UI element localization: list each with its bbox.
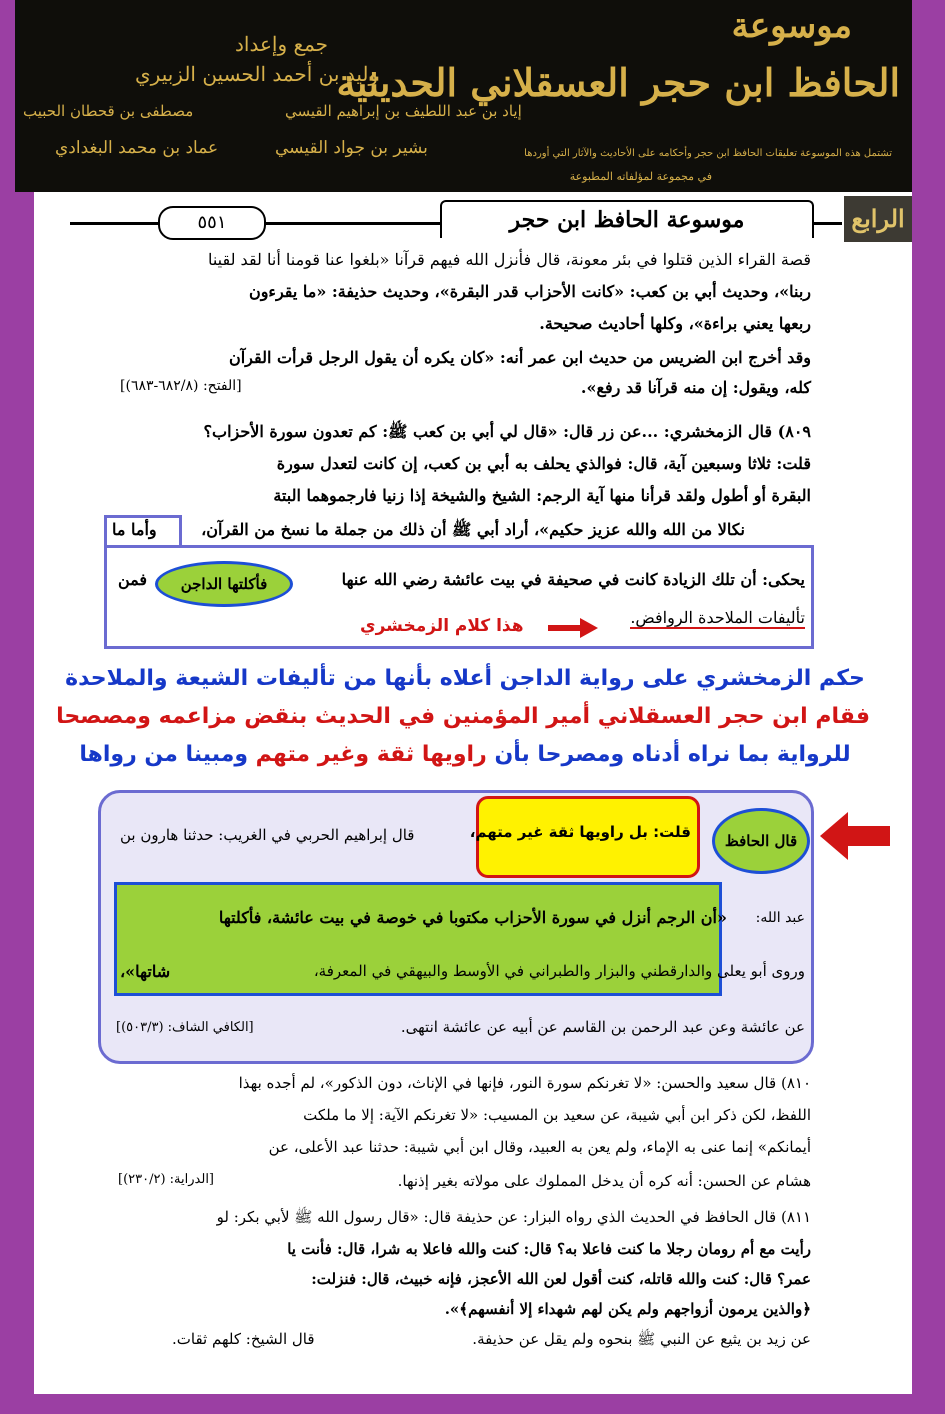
para809-line6: تأليفات الملاحدة الروافض. xyxy=(630,608,805,627)
para810-reference: [الدراية: (٢٣٠/٢)] xyxy=(118,1172,214,1187)
para1-line5: كله، ويقول: إن منه قرآنا قد رفع». xyxy=(580,378,811,397)
para809-line4: نكالا من الله والله عزيز حكيم»، أراد أبي ﷺ أن ذلك من جملة ما نسخ من القرآن، xyxy=(201,520,745,539)
para811-line4: ﴿والذين يرمون أزواجهم ولم يكن لهم شهداء إلا أنفسهم﴾». xyxy=(444,1300,811,1318)
para809-line4b: وأما ما xyxy=(112,520,157,539)
para809-line2: قلت: ثلاثا وسبعين آية، قال: فوالذي يحلف به أبي بن كعب، إن كانت لتعدل سورة xyxy=(276,454,811,473)
para809-line3: البقرة أو أطول ولقد قرأنا منها آية الرجم: الشيخ والشيخة إذا زنيا فارجموهما البتة xyxy=(273,486,811,505)
banner-author-2: إياد بن عبد اللطيف بن إبراهيم القيسي xyxy=(285,102,522,120)
hafiz-label-bubble: قال الحافظ xyxy=(712,808,810,874)
commentary-line2: فقام ابن حجر العسقلاني أمير المؤمنين في الحديث بنقض مزاعمه ومصصحا xyxy=(56,704,870,729)
note-arrow-icon xyxy=(548,618,598,638)
hafiz-quote: قلت: بل راويها ثقة غير متهم، xyxy=(469,823,691,841)
banner-title-1: موسوعة xyxy=(731,6,852,46)
book-banner xyxy=(15,0,912,192)
banner-author-3: مصطفى بن قحطان الحبيب xyxy=(23,102,194,120)
para809-line5c: فمن xyxy=(118,570,148,589)
para811-line1: ٨١١) قال الحافظ في الحديث الذي رواه البزار: عن حذيفة قال: «قال رسول الله ﷺ لأبي بكر: لو xyxy=(216,1208,811,1226)
para810-line1: ٨١٠) قال سعيد والحسن: «لا تغرنكم سورة النور، فإنها في الإناث، دون الذكور»، لم أجده بهذا xyxy=(238,1074,811,1092)
dajin-bubble: فأكلتها الداجن xyxy=(155,561,293,607)
commentary-line3 xyxy=(60,742,870,767)
banner-compiled-by: جمع وإعداد xyxy=(235,32,329,56)
para809-line5a: يحكى: أن تلك الزيادة كانت في صحيفة في بيت عائشة رضي الله عنها xyxy=(341,570,805,589)
para810-line4: هشام عن الحسن: أنه كره أن يدخل المملوك على مولاته بغير إذنها. xyxy=(397,1172,811,1190)
hafiz-arrow-icon xyxy=(820,812,890,860)
hafiz-line1: قال إبراهيم الحربي في الغريب: حدثنا هارون بن xyxy=(120,826,415,844)
volume-tab: الرابع xyxy=(844,196,912,242)
para1-line2: ربنا»، وحديث أبي بن كعب: «كانت الأحزاب قدر البقرة»، وحديث حذيفة: «ما يقرءون xyxy=(248,282,811,301)
hafiz-line2a: عبد الله: xyxy=(755,910,805,926)
banner-author-4: عماد بن محمد البغدادي xyxy=(55,138,219,158)
para810-line2: اللفظ، لكن ذكر ابن أبي شيبة، عن سعيد بن المسيب: «لا تغرنكم الآية: إلا ما ملكت xyxy=(303,1106,811,1124)
hafiz-line4: عن عائشة وعن عبد الرحمن بن القاسم عن أبيه عن عائشة انتهى. xyxy=(400,1018,805,1036)
commentary-line3a: للرواية بما نراه أدناه ومصرحا بأن xyxy=(494,742,851,767)
hafiz-line3b: وروى أبو يعلى والدارقطني والبزار والطبراني في الأوسط والبيهقي في المعرفة، xyxy=(313,962,805,980)
page-number: ٥٥١ xyxy=(158,206,266,240)
commentary-line3b: راويها ثقة وغير متهم xyxy=(255,742,487,767)
zamakhshari-note: هذا كلام الزمخشري xyxy=(360,616,524,636)
para810-line3: أيمانكم» إنما عنى به الإماء، ولم يعن به العبيد، وقال ابن أبي شيبة: حدثنا عبد الأعلى، عن xyxy=(268,1138,811,1156)
page-title: موسوعة الحافظ ابن حجر xyxy=(440,200,814,238)
para811-line2: رأيت مع أم رومان رجلا ما كنت فاعلا به؟ قال: كنت والله فاعلا به شرا، قال: فأنت يا xyxy=(287,1240,811,1258)
para1-line3: ربعها يعني براءة»، وكلها أحاديث صحيحة. xyxy=(539,314,811,333)
hafiz-line3a: شاتها»، xyxy=(120,962,171,981)
para811-line5: عن زيد بن يثيع عن النبي ﷺ بنحوه ولم يقل عن حذيفة. xyxy=(472,1330,811,1348)
hafiz-reference: [الكافي الشاف: (٥٠٣/٣)] xyxy=(116,1020,254,1035)
para811-line5b: قال الشيخ: كلهم ثقات. xyxy=(172,1330,315,1348)
page-header xyxy=(70,198,842,242)
banner-subtitle: تشتمل هذه الموسوعة تعليقات الحافظ ابن حجر وأحكامه على الأحاديث والآثار التي أوردها xyxy=(524,148,892,159)
para1-line1: قصة القراء الذين قتلوا في بئر معونة، قال فأنزل الله فيهم قرآنا «بلغوا عنا قومنا أنا لقد لقينا xyxy=(207,250,811,269)
para811-line3: عمر؟ قال: كنت والله قاتله، كنت أقول لعن الله الأعجز، فإنه خبيث، قال: فنزلت: xyxy=(311,1270,811,1288)
banner-title-2: الحافظ ابن حجر العسقلاني الحديثية xyxy=(336,60,900,105)
para809-line1: ٨٠٩) قال الزمخشري: ...عن زر قال: «قال لي أبي بن كعب ﷺ: كم تعدون سورة الأحزاب؟ xyxy=(203,422,811,441)
para1-reference: [الفتح: (٦٨٢/٨-٦٨٣)] xyxy=(120,378,242,394)
commentary-line1: حكم الزمخشري على رواية الداجن أعلاه بأنها من تأليفات الشيعة والملاحدة xyxy=(65,666,865,691)
hafiz-line2b: «أن الرجم أنزل في سورة الأحزاب مكتوبا في خوصة في بيت عائشة، فأكلتها xyxy=(218,908,727,927)
banner-author-5: بشير بن جواد القيسي xyxy=(275,138,428,158)
commentary-line3c: ومبينا من رواها xyxy=(79,742,248,767)
para1-line4: وقد أخرج ابن الضريس من حديث ابن عمر أنه: «كان يكره أن يقول الرجل قرأت القرآن xyxy=(228,348,811,367)
banner-subtitle-2: في مجموعة لمؤلفاته المطبوعة xyxy=(569,170,712,183)
banner-author-1: وليد بن أحمد الحسين الزبيري xyxy=(135,62,379,86)
